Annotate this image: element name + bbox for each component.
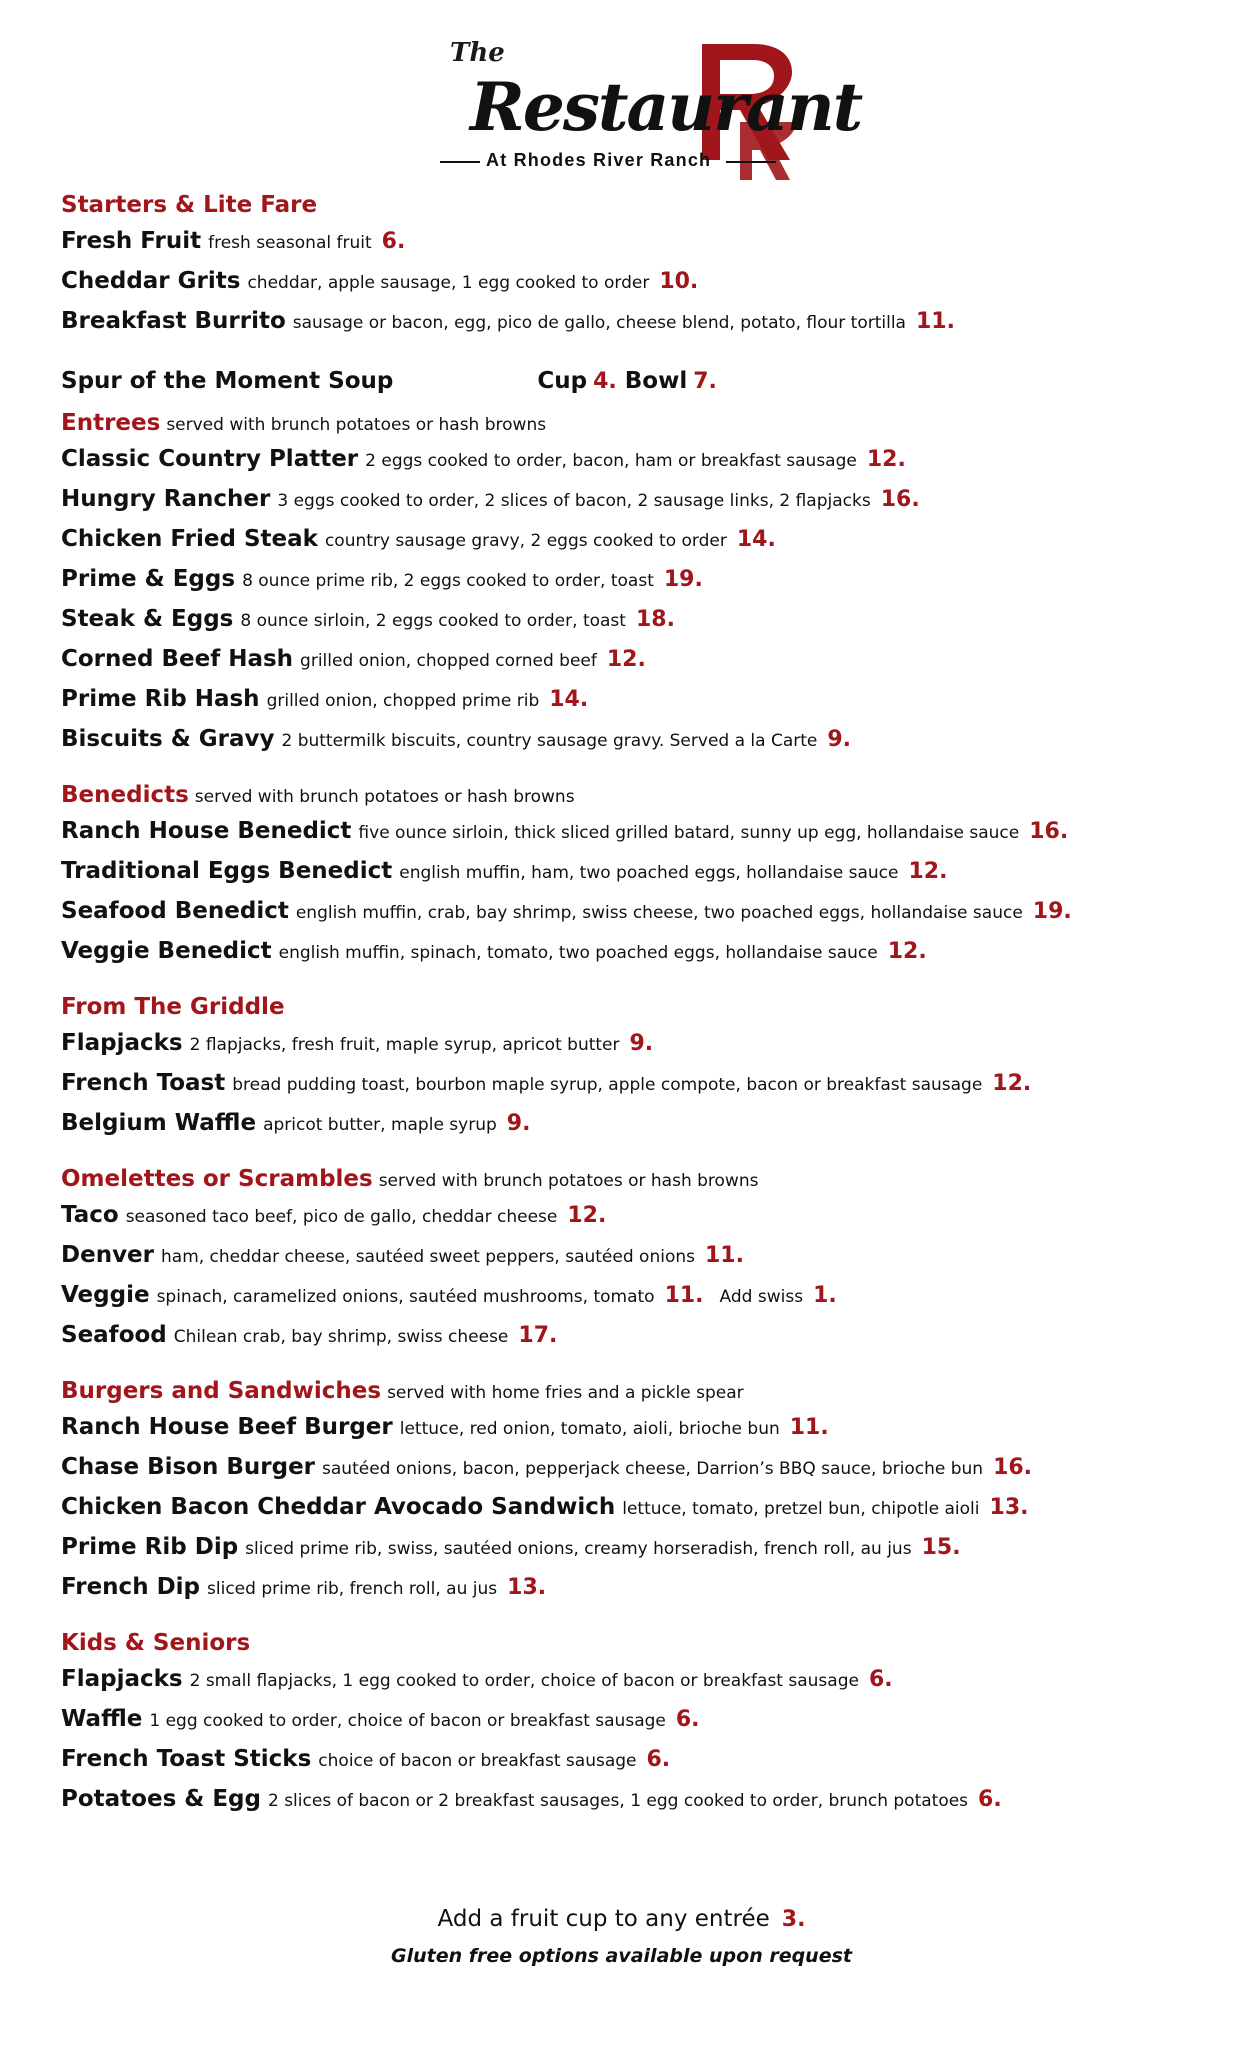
item-description: country sausage gravy, 2 eggs cooked to order [324, 531, 727, 551]
item-price: 13. [989, 1495, 1029, 1520]
item-name: Potatoes & Egg [61, 1786, 261, 1812]
menu-item [61, 818, 1191, 858]
item-name: Flapjacks [61, 1030, 183, 1056]
item-description: 8 ounce sirloin, 2 eggs cooked to order, toast [240, 611, 626, 631]
item-name: French Dip [61, 1574, 201, 1600]
item-description: ham, cheddar cheese, sautéed sweet peppers, sautéed onions [161, 1247, 695, 1267]
menu-item [61, 1666, 1191, 1706]
item-price: 10. [659, 269, 699, 294]
fruit-cup-text: Add a fruit cup to any entrée [437, 1906, 770, 1932]
section-title: Entrees [61, 410, 161, 436]
item-price: 17. [518, 1323, 558, 1348]
item-name: Chicken Bacon Cheddar Avocado Sandwich [61, 1494, 616, 1520]
section-header [61, 1378, 1191, 1414]
item-price: 16. [880, 487, 920, 512]
item-name: Ranch House Beef Burger [61, 1414, 393, 1440]
menu-item [61, 1202, 1191, 1242]
restaurant-logo [440, 30, 862, 180]
addon-label: Add swiss [719, 1287, 804, 1307]
menu-item [61, 1706, 1191, 1746]
menu-item [61, 526, 1191, 566]
menu-item [61, 446, 1191, 486]
item-description: grilled onion, chopped prime rib [266, 691, 540, 711]
item-price: 16. [1029, 819, 1069, 844]
menu-section [61, 994, 1191, 1150]
item-name: Veggie [61, 1282, 150, 1308]
logo-rule-right [726, 161, 776, 163]
item-price: 19. [1032, 899, 1072, 924]
item-description: Chilean crab, bay shrimp, swiss cheese [173, 1327, 509, 1347]
section-header [61, 1166, 1191, 1202]
item-name: Steak & Eggs [61, 606, 234, 632]
item-price: 9. [827, 727, 852, 752]
item-description: 2 eggs cooked to order, bacon, ham or breakfast sausage [365, 451, 857, 471]
item-description: 2 buttermilk biscuits, country sausage gravy. Served a la Carte [281, 731, 818, 751]
item-price: 6. [868, 1667, 893, 1692]
item-description: sautéed onions, bacon, pepperjack cheese, Darrion’s BBQ sauce, brioche bun [322, 1459, 984, 1479]
item-price: 12. [606, 647, 646, 672]
item-name: Prime & Eggs [61, 566, 236, 592]
section-note: served with brunch potatoes or hash browns [378, 1171, 759, 1191]
item-price: 19. [663, 567, 703, 592]
menu-item [61, 938, 1191, 978]
menu-item [61, 1110, 1191, 1150]
section-header [61, 1630, 1191, 1666]
item-name: Denver [61, 1242, 154, 1268]
item-description: 1 egg cooked to order, choice of bacon or breakfast sausage [149, 1711, 666, 1731]
menu-section [61, 1630, 1191, 1826]
logo-subtitle: At Rhodes River Ranch [486, 150, 712, 170]
menu-item [61, 1282, 1191, 1322]
section-title: Kids & Seniors [61, 1630, 251, 1656]
menu-item [61, 1534, 1191, 1574]
item-name: Belgium Waffle [61, 1110, 257, 1136]
item-price: 14. [549, 687, 589, 712]
section-header [61, 192, 1191, 228]
menu-item [61, 726, 1191, 766]
item-description: fresh seasonal fruit [208, 233, 372, 253]
item-name: Seafood [61, 1322, 167, 1348]
item-price: 9. [506, 1111, 531, 1136]
item-price: 15. [921, 1535, 961, 1560]
item-price: 6. [381, 229, 406, 254]
bowl-price: 7. [693, 369, 717, 394]
item-price: 11. [915, 309, 955, 334]
section-header [61, 410, 1191, 446]
item-price: 18. [635, 607, 675, 632]
soup-name: Spur of the Moment Soup [61, 368, 394, 394]
menu-body [61, 192, 1191, 1842]
logo-rule-left [440, 161, 480, 163]
menu-section [61, 1166, 1191, 1362]
menu-item [61, 1242, 1191, 1282]
section-note: served with brunch potatoes or hash browns [166, 415, 547, 435]
item-name: Veggie Benedict [61, 938, 272, 964]
fruit-cup-note [0, 1906, 1243, 1932]
item-description: sliced prime rib, french roll, au jus [207, 1579, 498, 1599]
bowl-label: Bowl [624, 368, 688, 394]
item-price: 13. [507, 1575, 547, 1600]
item-name: Chase Bison Burger [61, 1454, 316, 1480]
item-name: Traditional Eggs Benedict [61, 858, 393, 884]
section-header [61, 782, 1191, 818]
item-name: Flapjacks [61, 1666, 183, 1692]
menu-item [61, 858, 1191, 898]
menu-item [61, 268, 1191, 308]
item-price: 9. [629, 1031, 654, 1056]
item-price: 14. [736, 527, 776, 552]
menu-item [61, 686, 1191, 726]
item-description: 3 eggs cooked to order, 2 slices of bacon, 2 sausage links, 2 flapjacks [277, 491, 871, 511]
item-name: Biscuits & Gravy [61, 726, 275, 752]
item-price: 12. [866, 447, 906, 472]
gluten-free-note: Gluten free options available upon request [391, 1945, 852, 1967]
item-price: 6. [675, 1707, 700, 1732]
menu-item [61, 228, 1191, 268]
item-description: grilled onion, chopped corned beef [300, 651, 597, 671]
item-name: Waffle [61, 1706, 143, 1732]
item-description: bread pudding toast, bourbon maple syrup, apple compote, bacon or breakfast sausage [232, 1075, 983, 1095]
section-note: served with home fries and a pickle spear [387, 1383, 744, 1403]
item-description: 2 small flapjacks, 1 egg cooked to order, choice of bacon or breakfast sausage [189, 1671, 859, 1691]
item-name: Fresh Fruit [61, 228, 202, 254]
item-description: seasoned taco beef, pico de gallo, cheddar cheese [125, 1207, 558, 1227]
item-name: Hungry Rancher [61, 486, 271, 512]
logo-the-text: The [450, 38, 505, 68]
item-price: 11. [789, 1415, 829, 1440]
item-description: 2 flapjacks, fresh fruit, maple syrup, apricot butter [189, 1035, 620, 1055]
item-description: choice of bacon or breakfast sausage [318, 1751, 637, 1771]
section-title: Omelettes or Scrambles [61, 1166, 373, 1192]
section-title: Starters & Lite Fare [61, 192, 318, 218]
section-title: Burgers and Sandwiches [61, 1378, 382, 1404]
menu-item [61, 1030, 1191, 1070]
menu-item [61, 566, 1191, 606]
item-description: english muffin, spinach, tomato, two poached eggs, hollandaise sauce [278, 943, 878, 963]
fruit-cup-price: 3. [781, 1907, 806, 1932]
menu-item [61, 1494, 1191, 1534]
item-price: 12. [908, 859, 948, 884]
item-description: 8 ounce prime rib, 2 eggs cooked to order, toast [242, 571, 654, 591]
item-description: 2 slices of bacon or 2 breakfast sausages, 1 egg cooked to order, brunch potatoes [267, 1791, 969, 1811]
menu-item [61, 486, 1191, 526]
logo-restaurant-text: Restaurant [470, 68, 862, 146]
item-name: Seafood Benedict [61, 898, 289, 924]
item-price: 12. [992, 1071, 1032, 1096]
item-description: sliced prime rib, swiss, sautéed onions, creamy horseradish, french roll, au jus [245, 1539, 912, 1559]
item-name: Classic Country Platter [61, 446, 359, 472]
item-description: lettuce, red onion, tomato, aioli, brioche bun [399, 1419, 780, 1439]
item-description: english muffin, crab, bay shrimp, swiss cheese, two poached eggs, hollandaise sauce [295, 903, 1023, 923]
item-description: sausage or bacon, egg, pico de gallo, cheese blend, potato, flour tortilla [292, 313, 906, 333]
menu-item [61, 308, 1191, 348]
section-title: From The Griddle [61, 994, 285, 1020]
item-description: spinach, caramelized onions, sautéed mushrooms, tomato [156, 1287, 655, 1307]
menu-item [61, 1574, 1191, 1614]
item-description: cheddar, apple sausage, 1 egg cooked to order [247, 273, 650, 293]
cup-label: Cup [537, 368, 588, 394]
menu-item [61, 1746, 1191, 1786]
menu-section [61, 782, 1191, 978]
item-price: 12. [567, 1203, 607, 1228]
addon-price: 1. [813, 1283, 837, 1308]
item-price: 6. [646, 1747, 671, 1772]
item-name: Ranch House Benedict [61, 818, 352, 844]
item-description: english muffin, ham, two poached eggs, hollandaise sauce [399, 863, 899, 883]
item-name: Cheddar Grits [61, 268, 241, 294]
item-name: Corned Beef Hash [61, 646, 294, 672]
menu-item [61, 1322, 1191, 1362]
menu-item [61, 898, 1191, 938]
menu-section [61, 192, 1191, 394]
item-price: 11. [704, 1243, 744, 1268]
menu-item [61, 606, 1191, 646]
item-description: apricot butter, maple syrup [263, 1115, 497, 1135]
item-name: French Toast [61, 1070, 226, 1096]
item-name: French Toast Sticks [61, 1746, 312, 1772]
menu-item [61, 1454, 1191, 1494]
section-note: served with brunch potatoes or hash browns [194, 787, 575, 807]
menu-item [61, 1414, 1191, 1454]
menu-item [61, 1070, 1191, 1110]
item-name: Chicken Fried Steak [61, 526, 318, 552]
item-name: Taco [61, 1202, 119, 1228]
item-name: Breakfast Burrito [61, 308, 286, 334]
cup-price: 4. [593, 369, 617, 394]
item-price: 11. [664, 1283, 704, 1308]
item-description: five ounce sirloin, thick sliced grilled batard, sunny up egg, hollandaise sauce [358, 823, 1020, 843]
item-name: Prime Rib Hash [61, 686, 260, 712]
item-price: 6. [978, 1787, 1002, 1812]
item-description: lettuce, tomato, pretzel bun, chipotle aioli [622, 1499, 980, 1519]
menu-item [61, 1786, 1191, 1826]
soup-item [61, 348, 1191, 394]
menu-section [61, 410, 1191, 766]
menu-section [61, 1378, 1191, 1614]
menu-item [61, 646, 1191, 686]
section-header [61, 994, 1191, 1030]
item-name: Prime Rib Dip [61, 1534, 239, 1560]
item-price: 16. [993, 1455, 1033, 1480]
item-price: 12. [887, 939, 927, 964]
section-title: Benedicts [61, 782, 189, 808]
